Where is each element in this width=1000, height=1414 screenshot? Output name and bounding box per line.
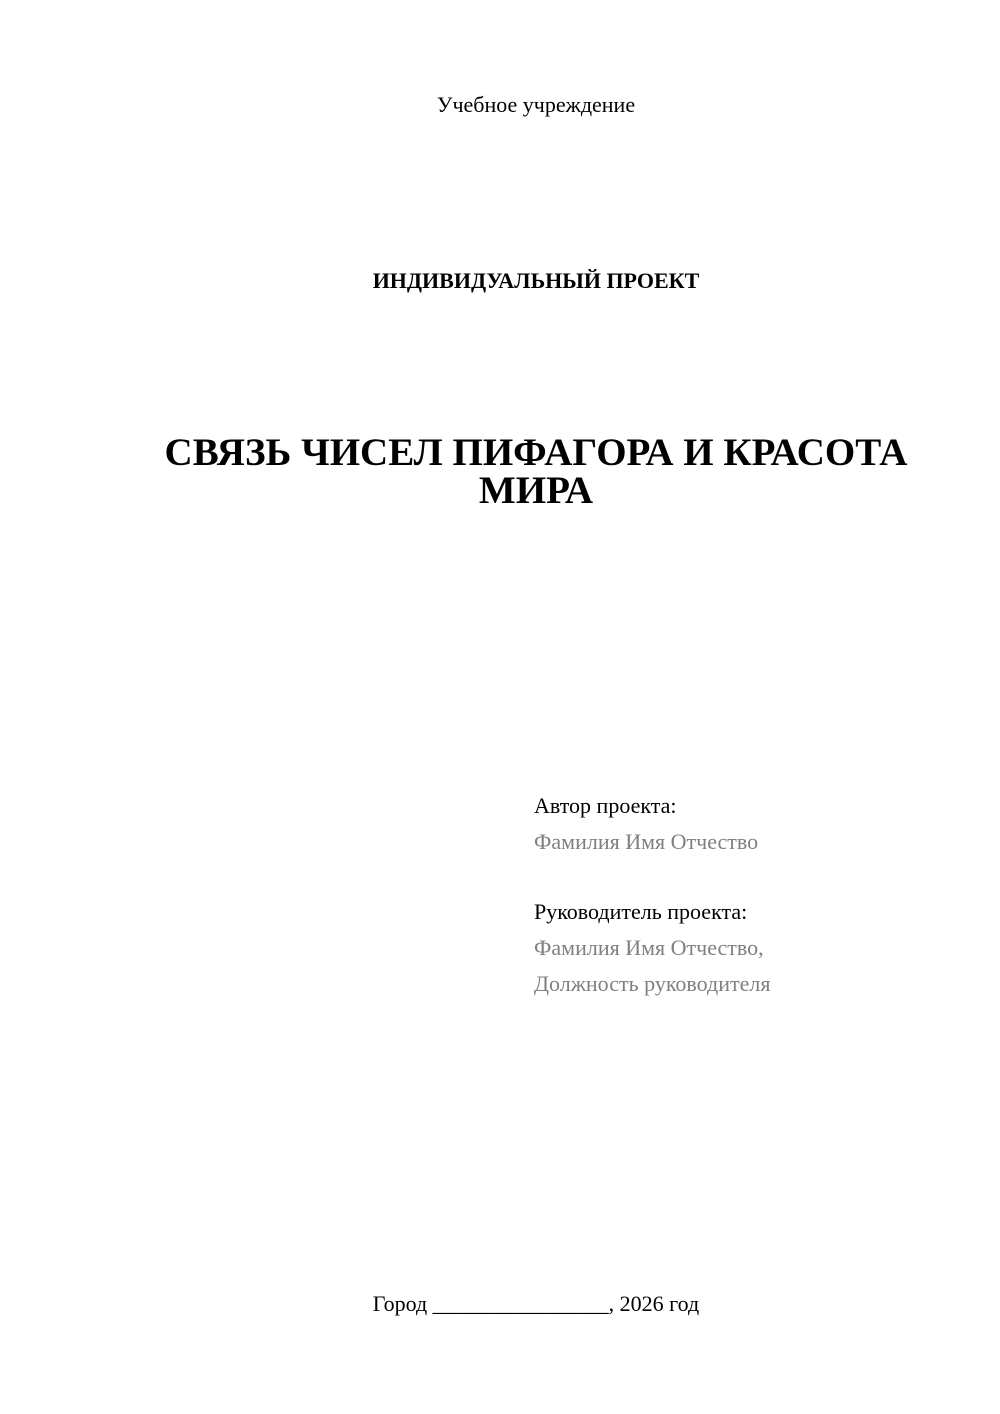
supervisor-name: Фамилия Имя Отчество, <box>534 935 764 960</box>
author-label: Автор проекта: <box>534 793 677 818</box>
document-title-line-2: МИРА <box>478 469 594 512</box>
institution-name: Учебное учреждение <box>436 92 636 117</box>
supervisor-position: Должность руководителя <box>534 971 771 996</box>
city-year-line: Город ________________, 2026 год <box>372 1291 700 1316</box>
author-name: Фамилия Имя Отчество <box>534 829 759 854</box>
document-type: ИНДИВИДУАЛЬНЫЙ ПРОЕКТ <box>372 268 700 293</box>
document-title <box>140 431 932 512</box>
project-credits <box>534 788 974 1002</box>
credits-spacer <box>534 860 974 894</box>
supervisor-label: Руководитель проекта: <box>534 899 748 924</box>
document-title-line-1: СВЯЗЬ ЧИСЕЛ ПИФАГОРА И КРАСОТА <box>164 431 908 474</box>
